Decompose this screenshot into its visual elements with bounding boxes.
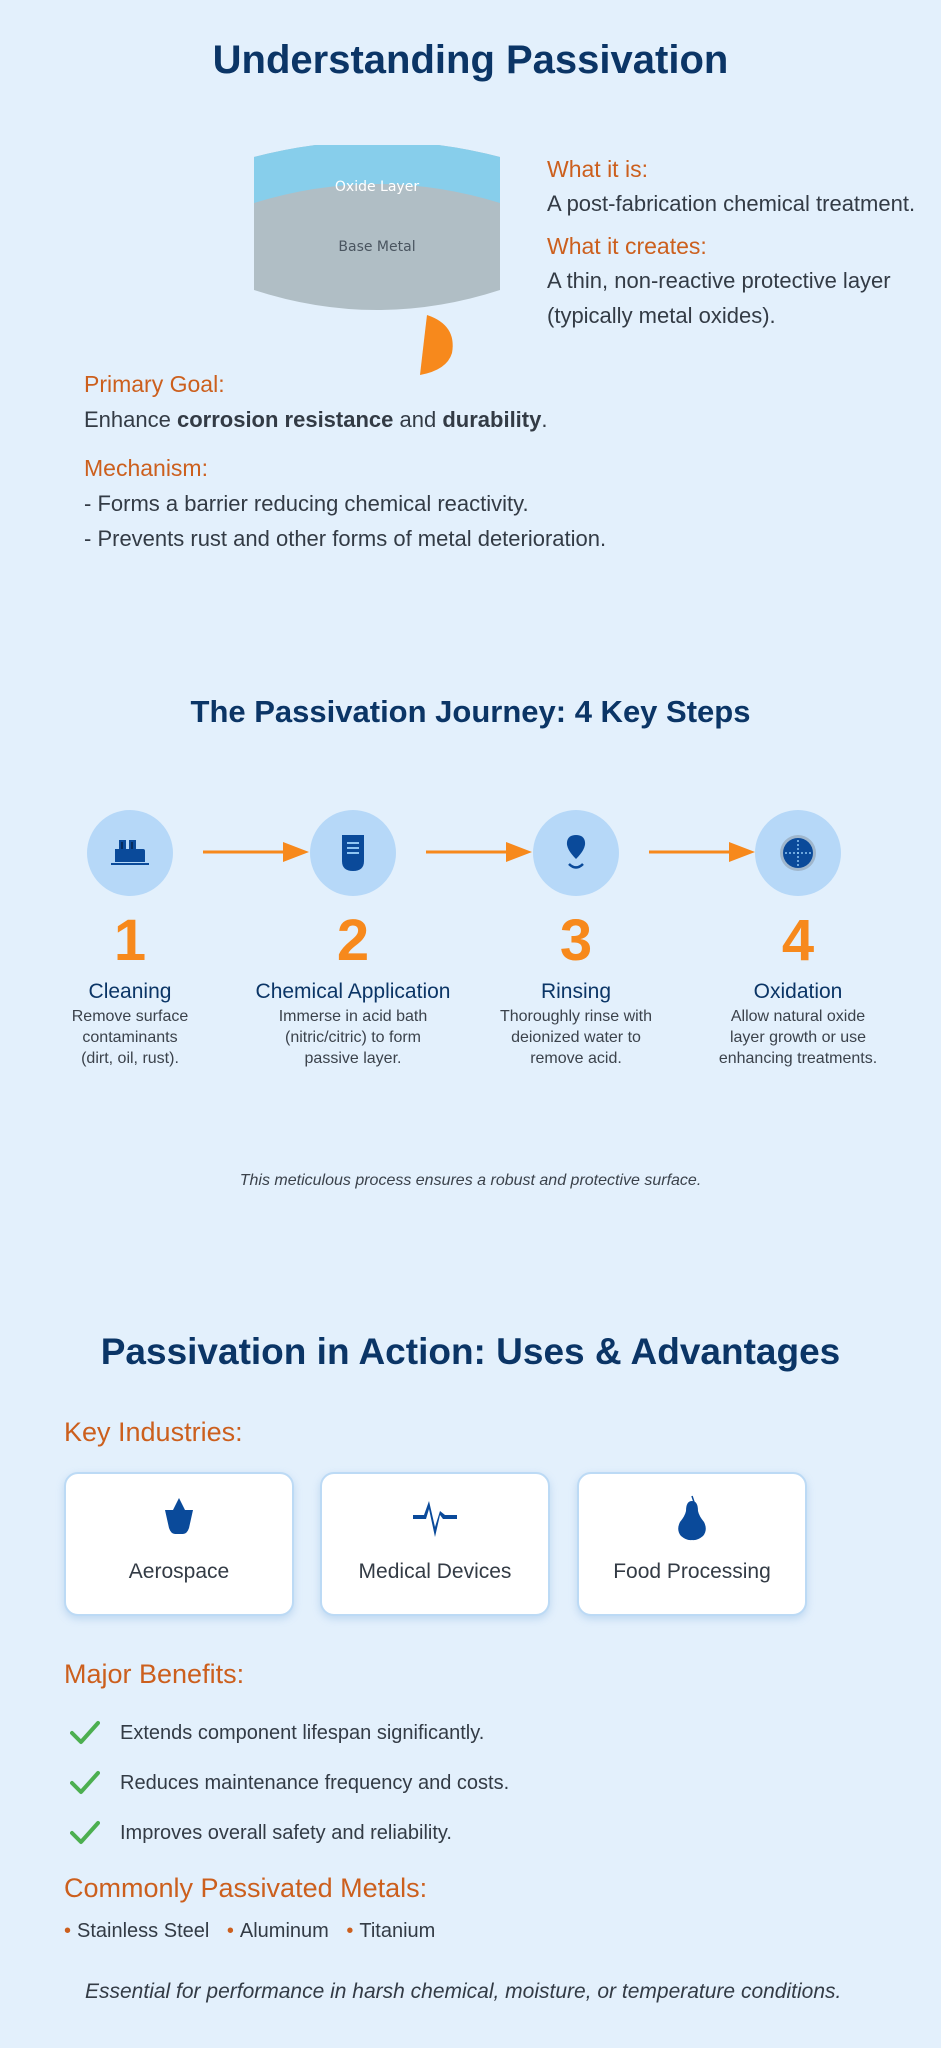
- metal-item: [346, 1920, 435, 1942]
- industry-card-aerospace: [64, 1472, 294, 1616]
- metal-item: [227, 1920, 329, 1942]
- oxide-layer-label: Oxide Layer: [334, 179, 420, 195]
- major-benefits-label: Major Benefits:: [64, 1659, 245, 1689]
- step-description: [30, 1006, 230, 1069]
- step-name: Chemical Application: [255, 980, 451, 1003]
- what-it-creates-line2: (typically metal oxides).: [547, 303, 776, 328]
- step-number: 1: [113, 908, 147, 973]
- primary-goal-label: Primary Goal:: [84, 371, 225, 397]
- journey-footnote: This meticulous process ensures a robust and protective surface.: [239, 1172, 702, 1189]
- step-name: Oxidation: [753, 980, 843, 1003]
- what-it-is-label: What it is:: [547, 156, 648, 182]
- mechanism-item: - Forms a barrier reducing chemical reactivity.: [84, 491, 529, 516]
- goal-bold-corrosion: corrosion resistance: [176, 407, 394, 432]
- metals-list: [64, 1920, 447, 1943]
- step-description: [476, 1006, 676, 1069]
- what-it-creates-label: What it creates:: [547, 233, 707, 259]
- step-desc-line: Remove surface: [71, 1008, 189, 1025]
- step-desc-line: deionized water to: [511, 1029, 641, 1046]
- cleaning-icon: [110, 837, 150, 869]
- step-circle: [87, 810, 173, 896]
- what-it-creates-line1: A thin, non-reactive protective layer: [547, 268, 891, 293]
- closing-statement: Essential for performance in harsh chemical, moisture, or temperature conditions.: [85, 1980, 842, 2003]
- bullet-icon: •: [346, 1920, 354, 1942]
- metal-item: [64, 1920, 209, 1942]
- benefit-text: Extends component lifespan significantly.: [120, 1721, 485, 1744]
- metal-name: Stainless Steel: [77, 1920, 210, 1942]
- water-drop-icon: [564, 833, 588, 873]
- step-cleaning: [30, 810, 230, 1069]
- step-desc-line: Allow natural oxide: [730, 1008, 866, 1025]
- pear-icon: [675, 1494, 709, 1542]
- metal-name: Titanium: [359, 1920, 436, 1942]
- check-icon: [70, 1720, 100, 1746]
- aerospace-icon: [163, 1496, 195, 1540]
- oxide-shield-icon: [779, 834, 817, 872]
- journey-title: The Passivation Journey: 4 Key Steps: [190, 694, 751, 729]
- goal-bold-durability: durability: [442, 407, 542, 432]
- metal-name: Aluminum: [239, 1920, 329, 1942]
- step-rinsing: [476, 810, 676, 1069]
- goal-text-part: Enhance: [84, 407, 177, 432]
- benefit-text: Improves overall safety and reliability.: [120, 1821, 452, 1844]
- benefit-item: [70, 1770, 509, 1796]
- industry-label: Medical Devices: [358, 1560, 512, 1583]
- step-desc-line: enhancing treatments.: [718, 1050, 878, 1067]
- step-oxidation: [698, 810, 898, 1069]
- industry-card-medical-devices: [320, 1472, 550, 1616]
- mechanism-label: Mechanism:: [84, 455, 208, 481]
- page-title: Understanding Passivation: [212, 38, 729, 82]
- what-it-is-text: A post-fabrication chemical treatment.: [547, 191, 916, 216]
- step-desc-line: contaminants: [82, 1029, 178, 1046]
- step-desc-line: passive layer.: [304, 1050, 402, 1067]
- uses-title: Passivation in Action: Uses & Advantages: [100, 1331, 841, 1372]
- benefit-item: [70, 1720, 484, 1746]
- benefit-item: [70, 1820, 452, 1846]
- step-description: [253, 1006, 453, 1069]
- step-number: 4: [781, 908, 815, 973]
- industry-card-food-processing: [577, 1472, 807, 1616]
- step-name: Rinsing: [540, 980, 612, 1003]
- step-chemical-application: [253, 810, 453, 1069]
- goal-text-part: and: [393, 407, 443, 432]
- benefit-text: Reduces maintenance frequency and costs.: [120, 1771, 510, 1794]
- step-circle: [533, 810, 619, 896]
- oxide-layer-diagram: [252, 145, 502, 390]
- heartbeat-icon: [412, 1497, 458, 1539]
- key-industries-label: Key Industries:: [64, 1417, 243, 1447]
- base-metal-label: Base Metal: [338, 239, 416, 255]
- step-desc-line: (nitric/citric) to form: [285, 1029, 421, 1046]
- mechanism-item: - Prevents rust and other forms of metal deterioration.: [84, 526, 607, 551]
- step-circle: [755, 810, 841, 896]
- check-icon: [70, 1820, 100, 1846]
- acid-bath-icon: [340, 833, 366, 873]
- bullet-icon: •: [226, 1920, 234, 1942]
- bullet-icon: •: [64, 1920, 72, 1942]
- step-desc-line: Immerse in acid bath: [278, 1008, 428, 1025]
- step-name: Cleaning: [88, 980, 172, 1003]
- step-desc-line: layer growth or use: [729, 1029, 867, 1046]
- check-icon: [70, 1770, 100, 1796]
- step-desc-line: remove acid.: [530, 1050, 622, 1067]
- step-desc-line: Thoroughly rinse with: [499, 1008, 653, 1025]
- primary-goal-text: [84, 407, 547, 433]
- step-description: [698, 1006, 898, 1069]
- industry-label: Aerospace: [128, 1560, 230, 1583]
- step-desc-line: (dirt, oil, rust).: [81, 1050, 179, 1067]
- step-number: 2: [336, 908, 370, 973]
- goal-text-part: .: [541, 407, 548, 432]
- metals-label: Commonly Passivated Metals:: [64, 1873, 428, 1903]
- step-circle: [310, 810, 396, 896]
- step-number: 3: [559, 908, 593, 973]
- industry-label: Food Processing: [613, 1560, 771, 1583]
